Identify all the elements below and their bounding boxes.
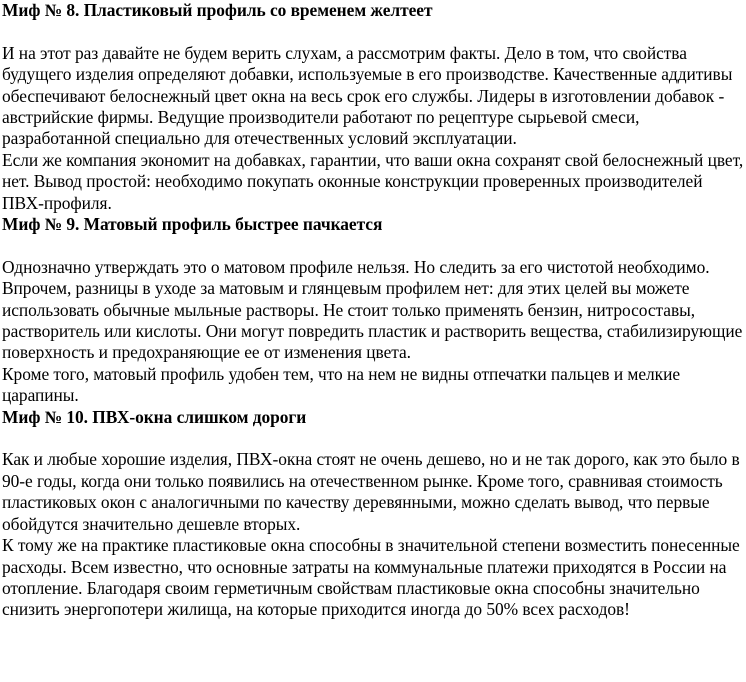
section-heading: Миф № 8. Пластиковый профиль со временем желтеет xyxy=(2,0,433,20)
section-spacer xyxy=(2,428,744,449)
section-paragraph: И на этот раз давайте не будем верить слухам, а рассмотрим факты. Дело в том, что свойства будущего изделия определяют добавки, используемые в его производстве. Качественные аддитивы обеспечивают белоснежный цвет окна на весь срок его службы. Лидеры в изготовлении добавок - австрийские фирмы. Ведущие производители работают по рецептуре сырьевой смеси, разработанной специально для отечественных условий эксплуатации. xyxy=(2,42,733,149)
section-paragraph: К тому же на практике пластиковые окна способны в значительной степени возместить понесенные расходы. Всем известно, что основные затраты на коммунальные платежи приходятся в России на отопление. Благодаря своим герметичным свойствам пластиковые окна способны значительно снизить энергопотери жилища, на которые приходится иногда до 50% всех расходов! xyxy=(2,535,740,620)
section-paragraph: Если же компания экономит на добавках, гарантии, что ваши окна сохранят свой белоснежный цвет, нет. Вывод простой: необходимо покупать оконные конструкции проверенных производителей ПВХ-профиля. xyxy=(2,149,744,213)
section-heading: Миф № 10. ПВХ-окна слишком дороги xyxy=(2,406,307,427)
section-myth-9 xyxy=(2,214,744,407)
section-spacer xyxy=(2,21,744,42)
section-myth-8 xyxy=(2,0,744,214)
section-myth-10 xyxy=(2,407,744,621)
section-paragraph: Кроме того, матовый профиль удобен тем, что на нем не видны отпечатки пальцев и мелкие царапины. xyxy=(2,363,681,406)
section-spacer xyxy=(2,235,744,256)
section-paragraph: Однозначно утверждать это о матовом профиле нельзя. Но следить за его чистотой необходимо. Впрочем, разницы в уходе за матовым и глянцевым профилем нет: для этих целей вы можете использовать обычные мыльные растворы. Не стоит только применять бензин, нитросоставы, растворитель или кислоты. Они могут повредить пластик и растворить вещества, стабилизирующие поверхность и предохраняющие ее от изменения цвета. xyxy=(2,256,743,363)
section-paragraph: Как и любые хорошие изделия, ПВХ-окна стоят не очень дешево, но и не так дорого, как это было в 90-е годы, когда они только появились на отечественном рынке. Кроме того, сравнивая стоимость пластиковых окон с аналогичными по качеству деревянными, можно сделать вывод, что первые обойдутся значительно дешевле вторых. xyxy=(2,449,740,534)
section-heading: Миф № 9. Матовый профиль быстрее пачкается xyxy=(2,214,383,235)
